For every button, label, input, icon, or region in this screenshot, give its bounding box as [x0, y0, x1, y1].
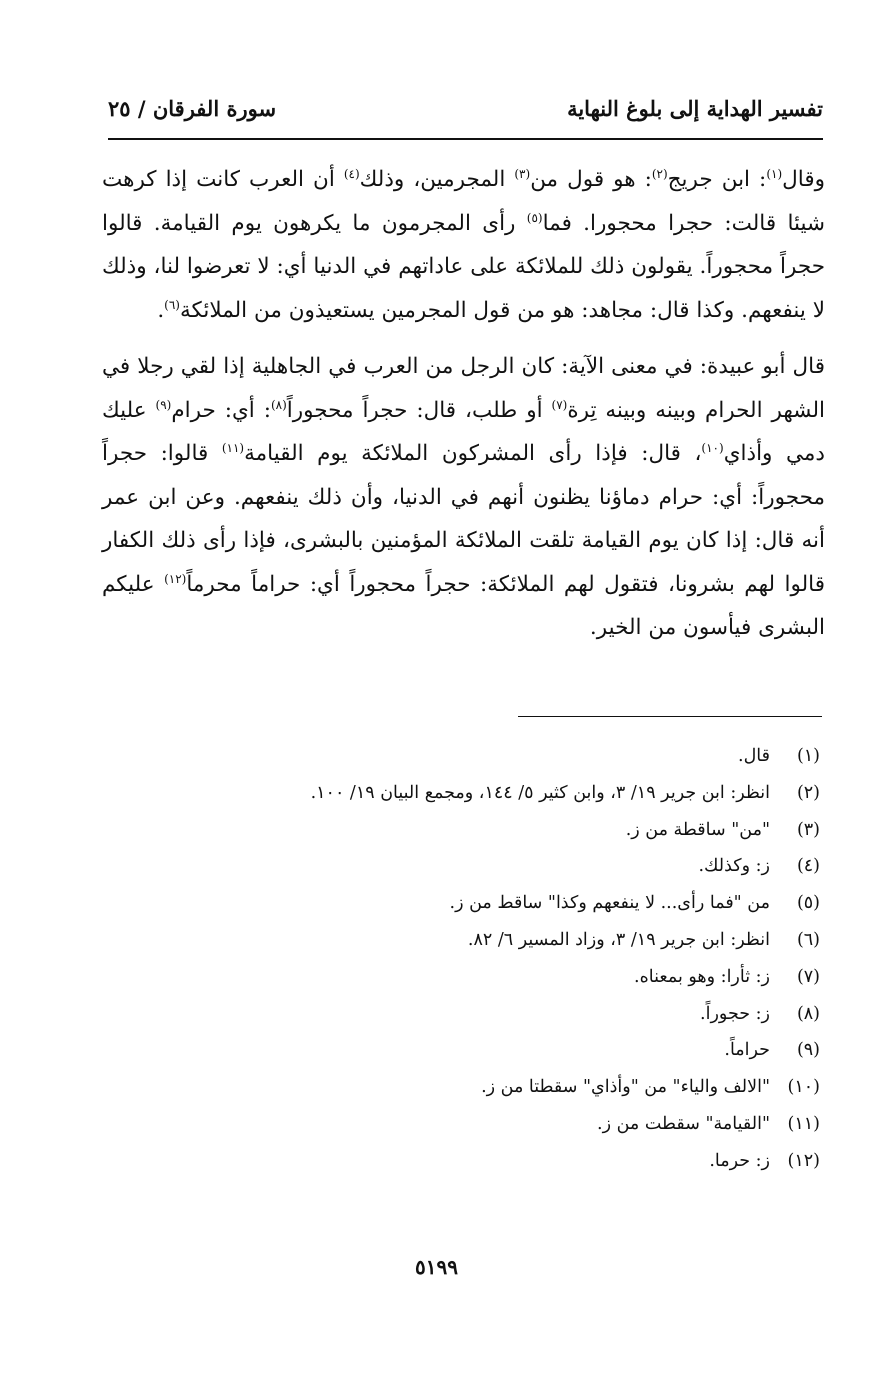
header-rule [108, 138, 823, 140]
text-run: أو طلب، قال: حجراً محجوراً [286, 397, 552, 423]
footnote-marker: (٦) [164, 297, 180, 312]
footnote-item [140, 885, 820, 922]
footnote-marker: (٣) [514, 166, 531, 181]
footnote-number: (٦) [796, 929, 820, 950]
footnote-item [140, 812, 820, 849]
footnote-text: ز: ثأرا: وهو بمعناه. [634, 966, 770, 987]
footnote-item [140, 738, 820, 775]
footnote-text: ز: وكذلك. [698, 856, 770, 877]
footnote-text: حراماً. [724, 1040, 770, 1061]
footnote-marker: (١١) [221, 440, 245, 455]
footnote-number: (٢) [796, 782, 820, 803]
text-run: أن العرب كانت إذا كرهت شيئا قالت: حجرا محجورا. فما [102, 167, 825, 236]
footnote-text: "الالف والياء" من "وأذاي" سقطتا من ز. [481, 1077, 770, 1098]
footnote-text: قال. [738, 746, 770, 766]
footnote-marker: (٥) [526, 210, 543, 225]
text-run: : هو قول من [530, 167, 652, 192]
footnote-marker: (١٠) [701, 440, 724, 455]
footnote-number: (١٠) [787, 1077, 820, 1098]
text-run: قالوا: حجراً محجوراً: أي: حرام دماؤنا يظنون أنهم في الدنيا، وأن ذلك ينفعهم. وعن ابن عمر أنه قال: إذا كان يوم القيامة تلقت الملائكة المؤمنين بالبشرى، فإذا رأى ذلك الكفار قالوا لهم بشرونا، فتقول لهم الملائكة: حجراً محجوراً أي: حراماً محرماً [102, 441, 826, 597]
page-number: ٥١٩٩ [415, 1255, 458, 1279]
text-run: : أي: حرام [171, 397, 271, 423]
footnote-number: (٧) [796, 966, 820, 987]
paragraph [102, 345, 825, 650]
text-run: . [157, 297, 165, 323]
text-run: المجرمين، وذلك [359, 167, 515, 192]
footnote-item [140, 1106, 820, 1143]
main-text [102, 158, 825, 650]
footnotes [140, 738, 820, 1180]
text-run: وقال [782, 167, 825, 192]
footnote-item [140, 959, 820, 996]
text-run: ، قال: فإذا رأى المشركون الملائكة يوم القيامة [244, 441, 702, 466]
footnote-marker: (٢) [651, 166, 668, 181]
footnote-item [140, 1143, 820, 1180]
footnote-item [140, 848, 820, 885]
footnote-number: (٩) [796, 1040, 820, 1061]
text-run: : ابن جريج [667, 167, 767, 192]
footnote-item [140, 775, 820, 812]
footnote-text: ز: حرما. [709, 1150, 770, 1171]
footnote-number: (٨) [796, 1003, 820, 1024]
footnote-number: (١) [796, 746, 820, 766]
book-title: تفسير الهداية إلى بلوغ النهاية [567, 95, 823, 121]
footnote-item [140, 1032, 820, 1069]
footnote-marker: (٤) [343, 166, 360, 181]
footnote-marker: (٩) [155, 397, 172, 412]
footnote-number: (٣) [796, 819, 820, 840]
footnote-marker: (٧) [551, 397, 568, 412]
footnote-item [140, 1069, 820, 1106]
footnote-text: "القيامة" سقطت من ز. [597, 1113, 770, 1134]
footnote-text: انظر: ابن جرير ١٩/ ٣، وابن كثير ٥/ ١٤٤، ومجمع البيان ١٩/ ١٠٠. [310, 782, 770, 803]
text-run: رأى المجرمون ما يكرهون يوم القيامة. قالوا حجراً محجوراً. يقولون ذلك للملائكة على عاداتهم في الدنيا أي: لا تعرضوا لنا، وذلك لا ينفعهم. وكذا قال: مجاهد: هو من قول المجرمين يستعيذون من الملائكة [102, 210, 825, 323]
footnote-item [140, 922, 820, 959]
footnote-marker: (١٢) [164, 571, 187, 586]
footnote-number: (١٢) [787, 1150, 820, 1171]
footnote-number: (١١) [787, 1113, 820, 1134]
footnote-number: (٥) [796, 893, 820, 914]
footnote-marker: (٨) [270, 397, 287, 412]
footnote-separator [518, 716, 822, 717]
footnote-text: ز: حجوراً. [700, 1003, 770, 1024]
footnote-text: انظر: ابن جرير ١٩/ ٣، وزاد المسير ٦/ ٨٢. [467, 929, 770, 950]
paragraph [102, 158, 825, 332]
footnote-text: من "فما رأى... لا ينفعهم وكذا" ساقط من ز. [449, 893, 770, 914]
text-run: عليكم البشرى فيأسون من الخير. [102, 571, 825, 640]
text-run: عليك دمي وأذاي [102, 397, 825, 466]
running-header [108, 88, 823, 128]
footnote-text: "من" ساقطة من ز. [625, 819, 770, 840]
chapter-title: سورة الفرقان / ٢٥ [108, 95, 277, 121]
footnote-marker: (١) [766, 166, 783, 181]
footnote-item [140, 996, 820, 1033]
footnote-number: (٤) [796, 856, 820, 877]
text-run: قال أبو عبيدة: في معنى الآية: كان الرجل من العرب في الجاهلية إذا لقي رجلا في الشهر الحرام وبينه وبينه تِرة [102, 354, 825, 423]
